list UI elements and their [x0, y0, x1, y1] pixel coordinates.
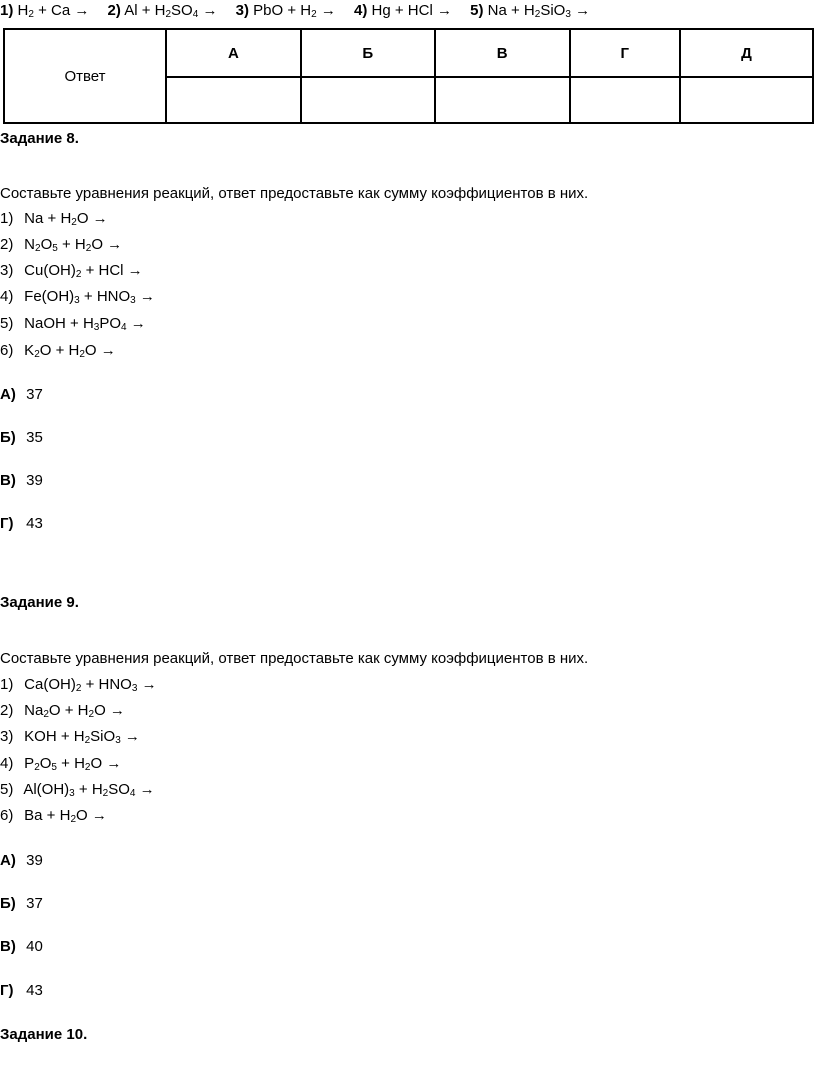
top-reaction-5: 5) $Na + H_2SiO_3$ → [470, 2, 591, 20]
top-reaction-4: 4) Hg + HCl → [354, 2, 452, 19]
task9-title: Задание 9. [0, 594, 79, 611]
answer-cell-v[interactable] [435, 77, 570, 123]
answer-cell-a[interactable] [166, 77, 301, 123]
task9-option-a: А) 39 [0, 852, 43, 869]
answer-col-v: В [435, 29, 570, 77]
task9-option-g: Г) 43 [0, 982, 43, 999]
task8-equation-6: 6) $K_2O + H_2O$ → [0, 342, 116, 360]
answer-cell-g[interactable] [570, 77, 680, 123]
task9-equation-2: 2) $Na_2O + H_2O$ → [0, 702, 125, 720]
answer-col-d: Д [680, 29, 813, 77]
task8-option-g: Г) 43 [0, 515, 43, 532]
task8-equation-5: 5) NaOH + $H_3PO_4$ → [0, 315, 146, 333]
task10-title: Задание 10. [0, 1026, 88, 1043]
top-reactions-line [0, 2, 604, 19]
answer-col-a: А [166, 29, 301, 77]
answer-table [3, 28, 814, 124]
answer-cell-b[interactable] [301, 77, 435, 123]
task9-instruction: Составьте уравнения реакций, ответ предоставьте как сумму коэффициентов в них. [0, 650, 589, 667]
task9-equation-5: 5) $Al(OH)_3 + H_2SO_4$ → [0, 781, 155, 799]
task9-equation-3: 3) KOH + $H_2SiO_3$ → [0, 728, 140, 746]
top-reaction-2: 2) $Al + H_2SO_4$ → [107, 2, 218, 20]
task8-equation-2: 2) $N_2O_5 + H_2O$ → [0, 236, 123, 254]
answer-col-g: Г [570, 29, 680, 77]
task8-equation-1: 1) $Na + H_2O$ → [0, 210, 108, 228]
task9-option-v: В) 40 [0, 938, 43, 955]
answer-cell-d[interactable] [680, 77, 813, 123]
answer-col-b: Б [301, 29, 435, 77]
top-reaction-3: 3) PbO + $H_2$ → [235, 2, 336, 20]
task8-instruction: Составьте уравнения реакций, ответ предоставьте как сумму коэффициентов в них. [0, 185, 589, 202]
task9-equation-6: 6) $Ba + H_2O$ → [0, 807, 107, 825]
task8-option-v: В) 39 [0, 472, 43, 489]
answer-label: Ответ [4, 29, 166, 123]
task9-equation-4: 4) $P_2O_5 + H_2O$ → [0, 755, 122, 773]
task8-option-b: Б) 35 [0, 429, 43, 446]
task8-title: Задание 8. [0, 130, 79, 147]
task8-equation-4: 4) $Fe(OH)_3 + HNO_3$ → [0, 288, 155, 306]
task8-equation-3: 3) $Cu(OH)_2$ + HCl → [0, 262, 143, 280]
task8-option-a: А) 37 [0, 386, 43, 403]
top-reaction-1: 1) $H_2 + Ca$ → [0, 2, 90, 20]
task9-option-b: Б) 37 [0, 895, 43, 912]
task9-equation-1: 1) $Ca(OH)_2 + HNO_3$ → [0, 676, 157, 694]
